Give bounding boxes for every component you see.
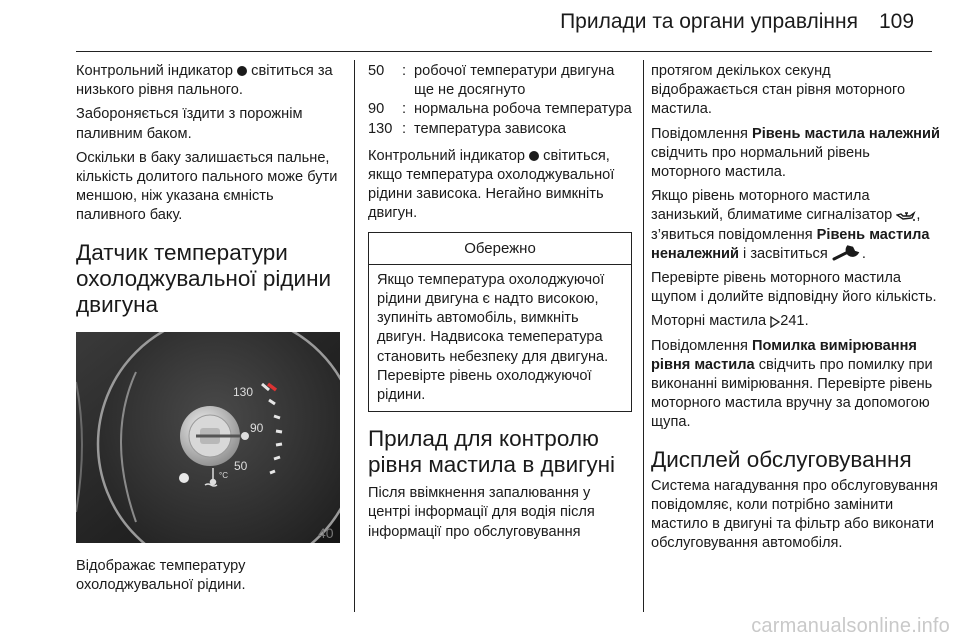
gauge-unit-celsius: °C bbox=[219, 470, 228, 480]
column-divider-1 bbox=[354, 60, 355, 612]
watermark: carmanualsonline.info bbox=[751, 615, 950, 637]
temperature-row: 90 : нормальна робоча температура bbox=[368, 101, 632, 118]
indicator-dot-icon bbox=[237, 66, 247, 76]
oil-low-paragraph: Якщо рівень моторного мастила занизький, блиматиме сигналізатор , з’явиться повідомлення Рівень мастила неналежний і засвітиться . bbox=[651, 188, 930, 262]
coolant-gauge-photo bbox=[76, 332, 340, 543]
oil-reference-paragraph: Моторні мастила 241. bbox=[651, 313, 809, 330]
coolant-temperature-heading: Датчик температури охолоджувальної рідини двигуна bbox=[76, 239, 332, 317]
indicator-dot-icon bbox=[529, 151, 539, 161]
oil-level-heading: Прилад для контролю рівня мастила в двигуні bbox=[368, 426, 616, 478]
caution-body: Якщо температура охолоджуючої рідини двигуна є надто високою, зупиніть автомобіль, вимкніть двигун. Надвисока темепература становить небезпеку для двигуна. Перевірте рівень охолоджуючої рідини. bbox=[377, 271, 609, 404]
page-reference-link[interactable]: 241 bbox=[780, 313, 805, 330]
oil-can-icon bbox=[896, 210, 916, 222]
oil-level-intro-paragraph: Після ввімкнення запалювання у центрі інформації для водія після інформації про обслуговування bbox=[368, 485, 595, 540]
gauge-tick-90: 90 bbox=[250, 420, 264, 435]
indicator-dot-icon bbox=[179, 473, 189, 483]
overheat-indicator-paragraph: Контрольний індикатор світиться, якщо температура охолоджувальної рідини зависока. Негайно вимкніть двигун. bbox=[368, 147, 615, 222]
oil-low-message: Рівень мастила неналежний bbox=[651, 226, 930, 262]
gauge-tick-50: 50 bbox=[234, 458, 248, 473]
page-header-title: Прилади та органи управління bbox=[560, 10, 858, 33]
oil-error-message: Помилка вимірювання рівня мастила bbox=[651, 337, 917, 373]
caution-box bbox=[368, 232, 632, 413]
temperature-row: 50 : робочої температури двигуна ще не досягнуто bbox=[368, 63, 615, 99]
wrench-icon bbox=[832, 245, 862, 261]
fuel-indicator-paragraph: Контрольний індикатор світиться за низького рівня пального. bbox=[76, 63, 333, 99]
gauge-tick-130: 130 bbox=[233, 384, 254, 399]
page-reference-icon bbox=[770, 316, 780, 328]
service-display-heading: Дисплей обслуговування bbox=[651, 446, 912, 472]
temperature-row: 130 : температура зависока bbox=[368, 120, 566, 137]
oil-status-paragraph: протягом декількох секунд відображається стан рівня моторного мастила. bbox=[651, 63, 906, 118]
empty-tank-warning-paragraph: Забороняється їздити з порожнім паливним баком. bbox=[76, 106, 303, 142]
column-divider-2 bbox=[643, 60, 644, 612]
page-number: 109 bbox=[879, 10, 915, 33]
gauge-caption: Відображає температуру охолоджувальної рідини. bbox=[76, 557, 246, 593]
oil-check-paragraph: Перевірте рівень моторного мастила щупом і долийте відповідну його кількість. bbox=[651, 270, 937, 306]
oil-ok-message: Рівень мастила належний bbox=[751, 125, 940, 142]
fuel-capacity-paragraph: Оскільки в баку залишається пальне, кількість долитого пального може бути меншою, ніж указана ємність паливного баку. bbox=[76, 149, 338, 224]
header-rule bbox=[76, 51, 932, 52]
oil-ok-paragraph: Повідомлення Рівень мастила належний свідчить про нормальний рівень моторного мастила. bbox=[651, 125, 940, 181]
oil-error-paragraph: Повідомлення Помилка вимірювання рівня мастила свідчить про помилку при виконанні вимірювання. Перевірте рівень моторного мастила вручну за допомогою щупа. bbox=[651, 337, 933, 431]
service-reminder-paragraph: Система нагадування про обслуговування повідомляє, коли потрібно замінити мастило в двигуні та фільтр або виконати обслуговування автомобіля. bbox=[651, 477, 938, 552]
column-2 bbox=[368, 62, 636, 547]
gauge-corner-text: 40 bbox=[318, 524, 334, 541]
column-1 bbox=[76, 62, 344, 600]
temperature-list bbox=[368, 62, 636, 139]
column-3 bbox=[651, 62, 941, 558]
caution-title: Обережно bbox=[369, 233, 631, 265]
